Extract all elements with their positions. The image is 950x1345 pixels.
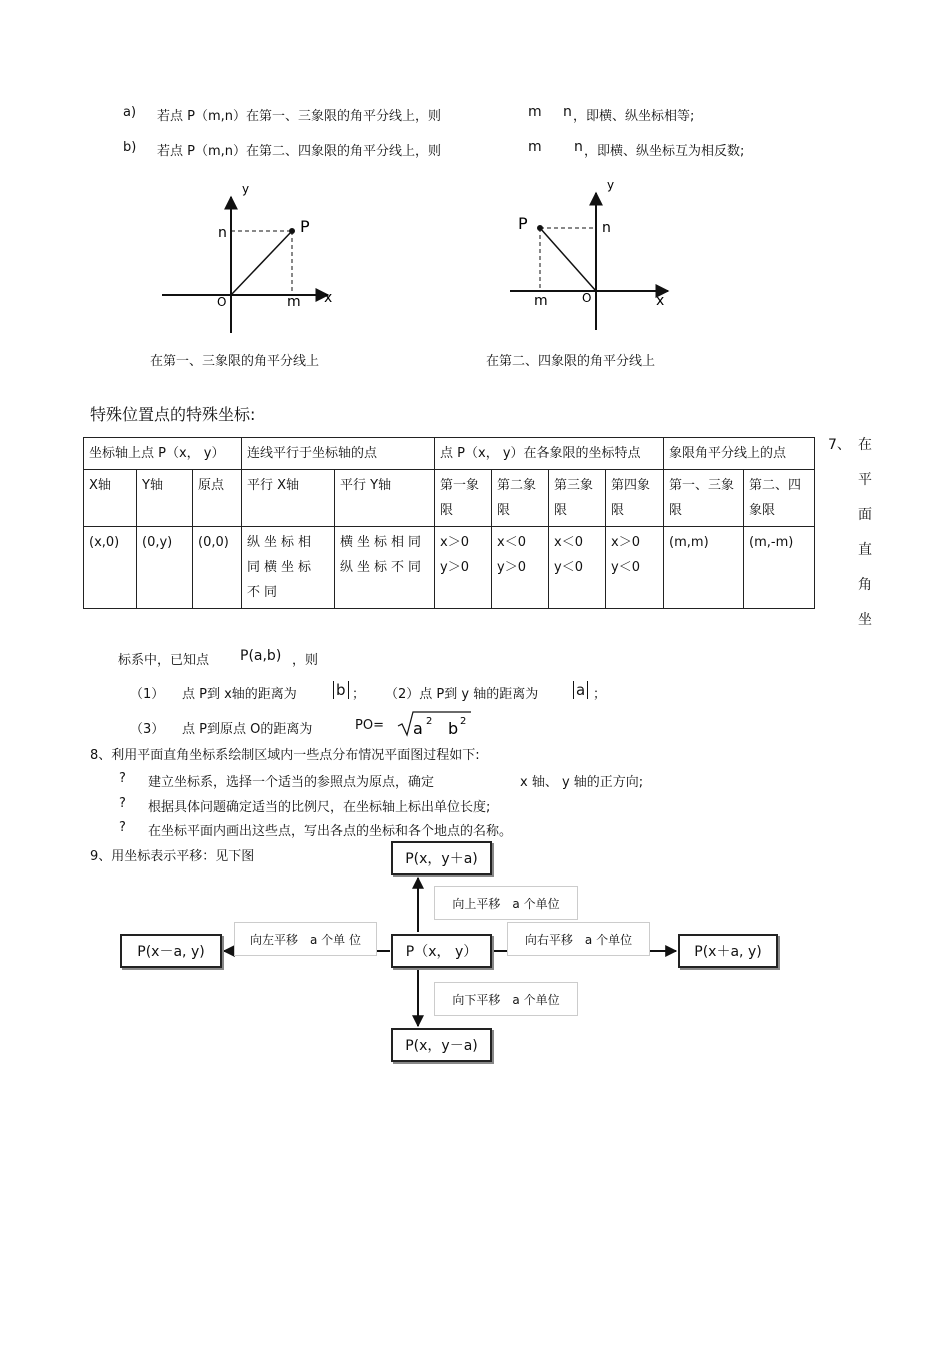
item8-bullet-3: ? (119, 820, 126, 835)
item8-step1-a: 建立坐标系，选择一个适当的参照点为原点，确定 (148, 775, 435, 790)
item7-l3-po: PO= (355, 718, 384, 733)
label-up-text: 向上平移 a 个单位 (452, 896, 560, 911)
sub-origin: 原点 (193, 470, 242, 527)
val-parallel-x: 纵坐标相同横坐标不同 (242, 527, 335, 609)
point-right-box (678, 934, 778, 968)
val-y-axis: (0,y) (137, 527, 193, 609)
item-b-tail: ，即横、纵坐标互为相反数; (584, 144, 745, 159)
point-left-label: P(x－a, y) (137, 944, 205, 960)
sub-y-axis: Y轴 (137, 470, 193, 527)
sub-bisector-24: 第二、四象限 (744, 470, 815, 527)
item-b-marker: b) (123, 140, 137, 155)
sub-parallel-x: 平行 X轴 (242, 470, 335, 527)
label-down (434, 982, 578, 1016)
label-left (234, 922, 377, 956)
n-label: n (218, 225, 227, 241)
sub-quadrant-2: 第二象限 (492, 470, 549, 527)
m-label: m (534, 293, 548, 309)
label-left-text: 向左平移 a 个单 位 (250, 932, 361, 947)
item7-l1-semi: ； (352, 687, 366, 702)
header-parallel: 连线平行于坐标轴的点 (242, 438, 435, 470)
label-down-text: 向下平移 a 个单位 (452, 992, 560, 1007)
item9-title: 9、用坐标表示平移：见下图 (90, 849, 255, 864)
sub-x-axis: X轴 (84, 470, 137, 527)
sub-parallel-y: 平行 Y轴 (335, 470, 435, 527)
label-right-text: 向右平移 a 个单位 (524, 932, 633, 947)
q4-y: y＜0 (611, 560, 640, 575)
item7-l2-text: （2）点 P到 y 轴的距离为 (385, 687, 539, 702)
item8-step2: 根据具体问题确定适当的比例尺，在坐标轴上标出单位长度; (148, 800, 491, 815)
section-title: 特殊位置点的特殊坐标: (90, 405, 256, 424)
item7-intro-tail: ，则 (292, 653, 319, 668)
item7-l1-num: （1） (130, 687, 165, 702)
q3-x: x＜0 (554, 535, 583, 550)
header-axis: 坐标轴上点 P（x， y） (84, 438, 242, 470)
val-parallel-y: 横坐标相同纵坐标不同 (335, 527, 435, 609)
point-center-box (391, 934, 492, 968)
item-a-marker: a) (123, 105, 137, 120)
item7-l3-text: 点 P到原点 O的距离为 (182, 722, 313, 737)
val-bisector-13: (m,m) (664, 527, 744, 609)
m-label: m (287, 294, 301, 310)
item7-l2-semi: ； (593, 687, 607, 702)
item-b-m: m (528, 139, 542, 155)
point-down-box (391, 1028, 492, 1062)
item-b-text: 若点 P（m,n）在第二、四象限的角平分线上，则 (157, 144, 442, 159)
point-up-box (391, 841, 492, 875)
item7-l1-value: b (333, 681, 349, 699)
item7-l1-text: 点 P到 x轴的距离为 (182, 687, 297, 702)
item-a-n: n (563, 104, 572, 120)
item8-title: 8、利用平面直角坐标系绘制区域内一些点分布情况平面图过程如下: (90, 748, 480, 763)
graph2-caption: 在第二、四象限的角平分线上 (486, 354, 656, 369)
header-bisector: 象限角平分线上的点 (664, 438, 815, 470)
val-bisector-24: (m,-m) (744, 527, 815, 609)
point-left-box (120, 934, 222, 968)
q2-x: x＜0 (497, 535, 526, 550)
sub-quadrant-1: 第一象限 (435, 470, 492, 527)
val-x-axis: (x,0) (84, 527, 137, 609)
n-label: n (602, 220, 611, 236)
label-up (434, 886, 578, 920)
x-label: x (324, 290, 333, 306)
q4-x: x＞0 (611, 535, 640, 550)
item-b-n: n (574, 139, 583, 155)
q1-x: x＞0 (440, 535, 469, 550)
origin-label: O (217, 295, 227, 309)
item7-vertical-text: 7、 在 平 面 直 角 坐 (830, 428, 850, 638)
p-label: P (518, 214, 528, 233)
sqrt-a: a (413, 719, 423, 738)
item8-bullet-1: ? (119, 771, 126, 786)
val-origin: (0,0) (193, 527, 242, 609)
label-right (507, 922, 650, 956)
item-a-m: m (528, 104, 542, 120)
x-label: x (656, 293, 665, 309)
point-center-label: P（x， y） (405, 944, 478, 960)
sub-quadrant-4: 第四象限 (606, 470, 664, 527)
point-right-label: P(x＋a, y) (694, 944, 762, 960)
p-label: P (300, 217, 310, 236)
point-down-label: P(x，y－a) (405, 1038, 478, 1054)
q2-y: y＞0 (497, 560, 526, 575)
item7-intro: 标系中，已知点 (118, 653, 210, 668)
sub-quadrant-3: 第三象限 (549, 470, 606, 527)
item8-step3: 在坐标平面内画出这些点，写出各点的坐标和各个地点的名称。 (148, 824, 513, 839)
item-a-text: 若点 P（m,n）在第一、三象限的角平分线上，则 (157, 109, 442, 124)
item7-l3-num: （3） (130, 722, 165, 737)
point-up-label: P(x，y＋a) (405, 851, 478, 867)
item-a-tail: ，即横、纵坐标相等; (573, 109, 695, 124)
origin-label: O (582, 291, 592, 305)
item8-bullet-2: ? (119, 796, 126, 811)
side-char-0: 7、 (828, 437, 851, 453)
header-quadrant: 点 P（x， y）在各象限的坐标特点 (435, 438, 664, 470)
y-label: y (242, 182, 250, 196)
sub-bisector-13: 第一、三象限 (664, 470, 744, 527)
item7-point: P(a,b) (240, 648, 282, 664)
item8-step1-b: x 轴、 y 轴的正方向; (520, 775, 644, 790)
sqrt-b: b (448, 719, 459, 738)
graph1-caption: 在第一、三象限的角平分线上 (150, 354, 320, 369)
item7-l2-value: a (573, 681, 588, 699)
q3-y: y＜0 (554, 560, 583, 575)
y-label: y (607, 178, 615, 192)
sqrt-a-exp: 2 (426, 716, 433, 727)
sqrt-b-exp: 2 (460, 716, 467, 727)
q1-y: y＞0 (440, 560, 469, 575)
